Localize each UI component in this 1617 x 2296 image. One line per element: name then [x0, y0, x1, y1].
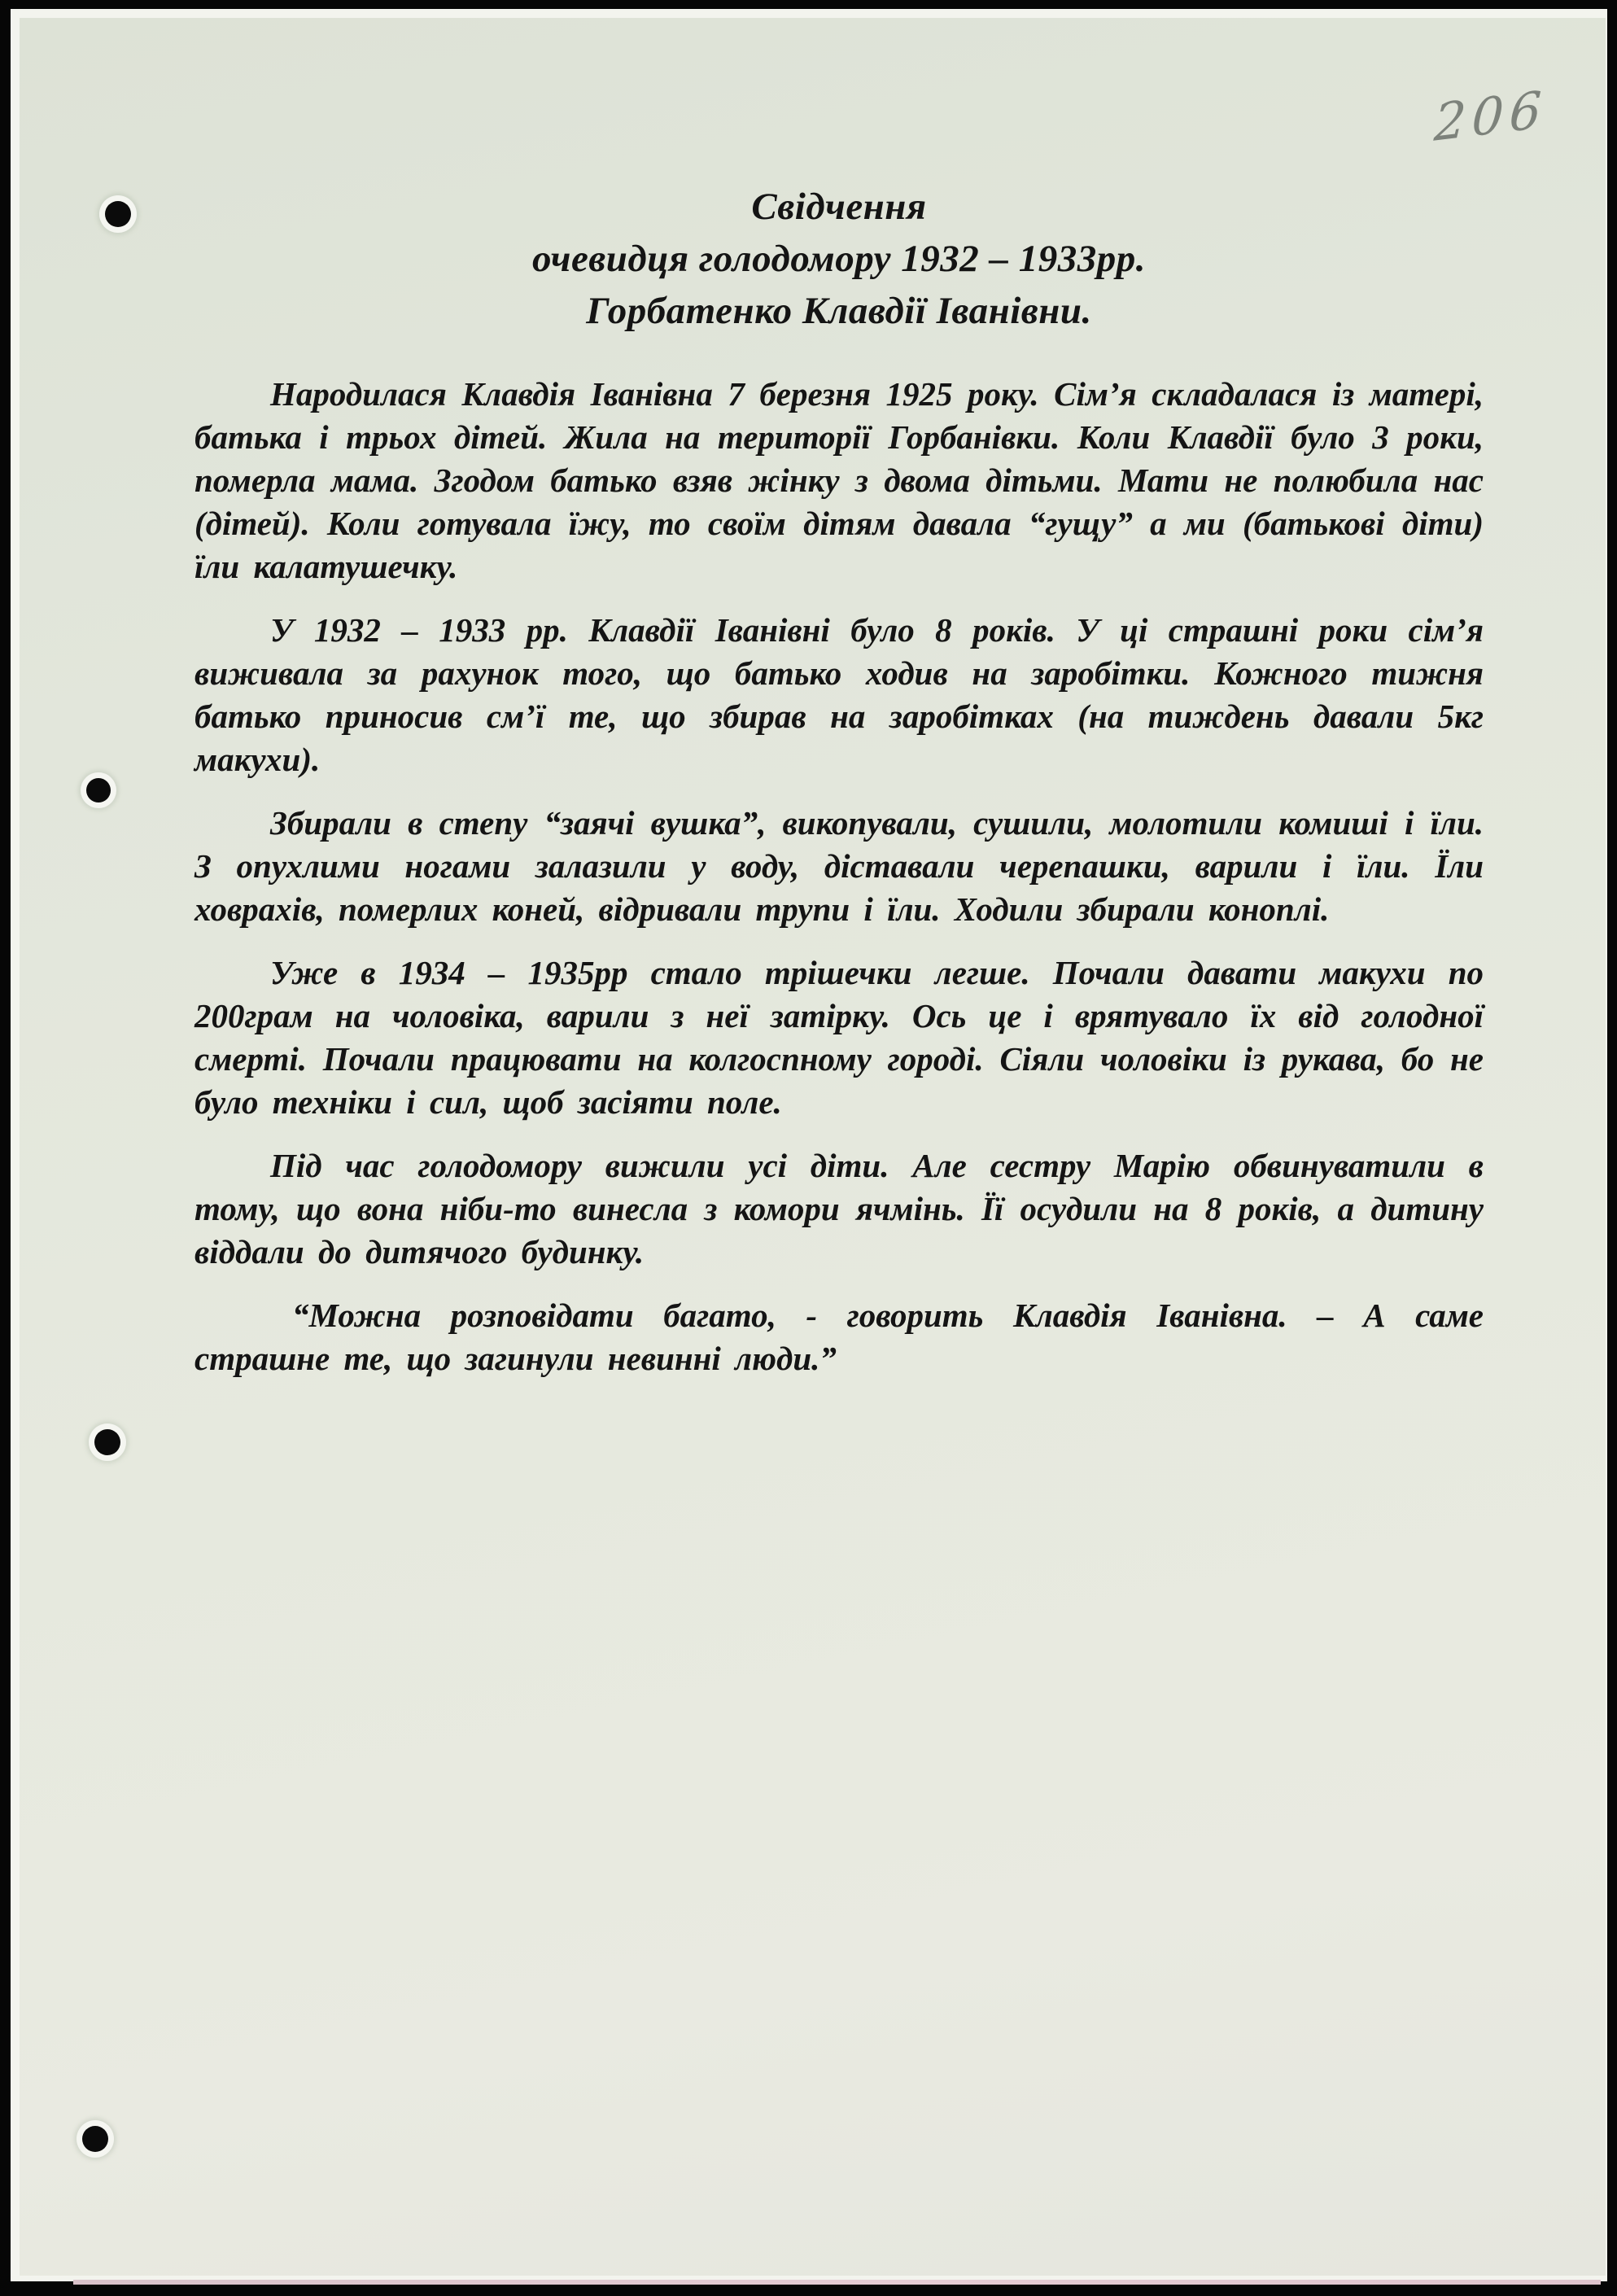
paragraph-5: Під час голодомору вижили усі діти. Але сестру Марію обвинуватили в тому, що вона ніби-то винесла з комори ячмінь. Її осудили на 8 років, а дитину віддали до дитячого будинку.: [194, 1147, 1484, 1270]
paragraph-2: У 1932 – 1933 рр. Клавдії Іванівні було 8 років. У ці страшні роки сім’я виживала за рахунок того, що батько ходив на заробітки. Кожного тижня батько приносив см’ї те, що збирав на заробітках (на тиждень давали 5кг макухи).: [194, 611, 1484, 778]
title-line-2: очевидця голодомору 1932 – 1933рр.: [531, 238, 1146, 280]
testimony-text: [194, 373, 1484, 1380]
paragraph-4: Уже в 1934 – 1935рр стало трішечки легше. Почали давати макухи по 200грам на чоловіка, варили з неї затірку. Ось це і врятувало їх від голодної смерті. Почали працювати на колгоспному городі. Сіяли чоловіки із рукава, бо не було техніки і сил, щоб засіяти поле.: [194, 954, 1484, 1121]
hole-punch-icon: [105, 201, 131, 227]
document-content: [194, 181, 1484, 1401]
document-title: [194, 181, 1484, 337]
title-line-1: Свідчення: [751, 186, 927, 228]
paragraph-3: Збирали в степу “заячі вушка”, викопували, сушили, молотили комиші і їли. З опухлими ногами залазили у воду, діставали черепашки, варили і їли. Їли ховрахів, померлих коней, відривали трупи і їли. Ходили збирали коноплі.: [194, 804, 1484, 928]
paragraph-6-quote: “Можна розповідати багато, - говорить Клавдія Іванівна. – А саме страшне те, що загинули невинні люди.”: [194, 1297, 1484, 1377]
under-page-edge: [73, 2280, 1601, 2285]
title-line-3: Горбатенко Клавдії Іванівни.: [586, 290, 1092, 332]
hole-punch-icon: [94, 1429, 120, 1455]
hole-punch-icon: [82, 2126, 108, 2152]
hole-punch-icon: [86, 778, 111, 803]
paragraph-1: Народилася Клавдія Іванівна 7 березня 1925 року. Сім’я складалася із матері, батька і трьох дітей. Жила на території Горбанівки. Коли Клавдії було 3 роки, померла мама. Згодом батько взяв жінку з двома дітьми. Мати не полюбила нас (дітей). Коли готувала їжу, то своїм дітям давала “гущу” а ми (батькові діти) їли калатушечку.: [194, 375, 1484, 585]
document-page: [20, 18, 1606, 2276]
handwritten-page-number: 206: [1432, 78, 1549, 154]
